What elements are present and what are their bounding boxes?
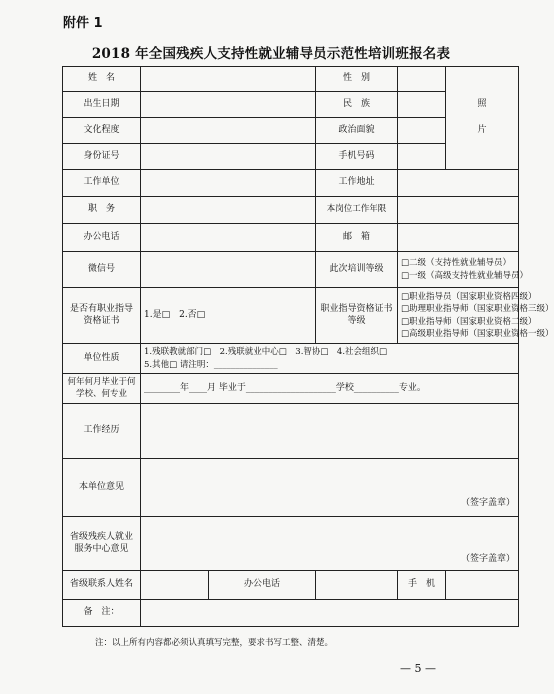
label-graduation: 何年何月毕业于何学校、何专业: [63, 374, 141, 404]
cert-level-options: [398, 288, 554, 344]
form-title: 2018 年全国残疾人支持性就业辅导员示范性培训班报名表: [91, 46, 451, 62]
input-education[interactable]: [141, 118, 316, 144]
input-work-experience[interactable]: [141, 404, 519, 459]
label-work-unit: 工作单位: [63, 170, 141, 197]
graduation-line[interactable]: ________年____月 毕业于____________________学校__________专业。: [141, 374, 519, 404]
label-email: 邮 箱: [316, 224, 398, 252]
photo-box: [446, 67, 519, 170]
input-work-unit[interactable]: [141, 170, 316, 197]
cert-option-level3[interactable]: □助理职业指导师（国家职业资格三级）: [401, 304, 554, 315]
input-office-phone[interactable]: [141, 224, 316, 252]
label-work-experience: 工作经历: [63, 404, 141, 459]
label-provincial-opinion: 省级残疾人就业服务中心意见: [63, 517, 141, 571]
input-birth-date[interactable]: [141, 92, 316, 118]
input-wechat[interactable]: [141, 252, 316, 288]
label-has-cert: 是否有职业指导资格证书: [63, 288, 141, 344]
input-gender[interactable]: [398, 67, 446, 92]
provincial-opinion-signature[interactable]: （签字盖章）: [141, 517, 519, 571]
label-provincial-contact: 省级联系人姓名: [63, 571, 141, 600]
training-option-level1[interactable]: □一级（高级支持性就业辅导员）: [401, 270, 529, 281]
label-wechat: 微信号: [63, 252, 141, 288]
label-unit-nature: 单位性质: [63, 344, 141, 374]
label-office-phone-2: 办公电话: [209, 571, 316, 600]
input-name[interactable]: [141, 67, 316, 92]
input-mobile[interactable]: [398, 144, 446, 170]
label-office-phone: 办公电话: [63, 224, 141, 252]
label-years-in-post: 本岗位工作年限: [316, 197, 398, 224]
label-mobile: 手机号码: [316, 144, 398, 170]
label-id-number: 身份证号: [63, 144, 141, 170]
photo-label-2: 片: [477, 125, 487, 135]
label-mobile-2: 手 机: [398, 571, 446, 600]
label-work-address: 工作地址: [316, 170, 398, 197]
unit-nature-line-2[interactable]: 5.其他□ 请注明：_______________: [144, 359, 278, 370]
training-level-options: [398, 252, 529, 288]
label-name: 姓 名: [63, 67, 141, 92]
cert-option-level2[interactable]: □职业指导师（国家职业资格二级）: [401, 316, 537, 327]
input-work-address[interactable]: [398, 170, 519, 197]
footnote: 注：以上所有内容都必须认真填写完整，要求书写工整、清楚。: [95, 638, 334, 648]
input-provincial-contact[interactable]: [141, 571, 209, 600]
label-training-level: 此次培训等级: [316, 252, 398, 288]
unit-nature-line-1[interactable]: 1.残联教就部门□ 2.残联就业中心□ 3.智协□ 4.社会组织□: [144, 347, 388, 358]
input-position[interactable]: [141, 197, 316, 224]
photo-label-1: 照: [477, 99, 487, 110]
label-birth-date: 出生日期: [63, 92, 141, 118]
label-political-status: 政治面貌: [316, 118, 398, 144]
registration-form-table: [62, 66, 554, 627]
input-office-phone-2[interactable]: [316, 571, 398, 600]
cert-option-level1[interactable]: □高级职业指导师（国家职业资格一级）: [401, 328, 554, 339]
label-education: 文化程度: [63, 118, 141, 144]
page-number: — 5 —: [400, 662, 436, 675]
attachment-label: 附件 1: [63, 16, 103, 31]
label-ethnicity: 民 族: [316, 92, 398, 118]
input-remarks[interactable]: [141, 600, 519, 627]
label-gender: 性 别: [316, 67, 398, 92]
label-unit-opinion: 本单位意见: [63, 459, 141, 517]
input-ethnicity[interactable]: [398, 92, 446, 118]
input-political-status[interactable]: [398, 118, 446, 144]
input-years-in-post[interactable]: [398, 197, 519, 224]
input-mobile-2[interactable]: [446, 571, 519, 600]
label-position: 职 务: [63, 197, 141, 224]
input-id-number[interactable]: [141, 144, 316, 170]
cert-option-level4[interactable]: □职业指导员（国家职业资格四级）: [401, 291, 537, 302]
cert-yes-no[interactable]: 1.是□ 2.否□: [141, 288, 316, 344]
input-email[interactable]: [398, 224, 519, 252]
unit-nature-options: [141, 344, 519, 374]
training-option-level2[interactable]: □二级（支持性就业辅导员）: [401, 258, 512, 269]
label-remarks: 备 注：: [63, 600, 141, 627]
unit-opinion-signature[interactable]: （签字盖章）: [141, 459, 519, 517]
label-cert-level: 职业指导资格证书等级: [316, 288, 398, 344]
